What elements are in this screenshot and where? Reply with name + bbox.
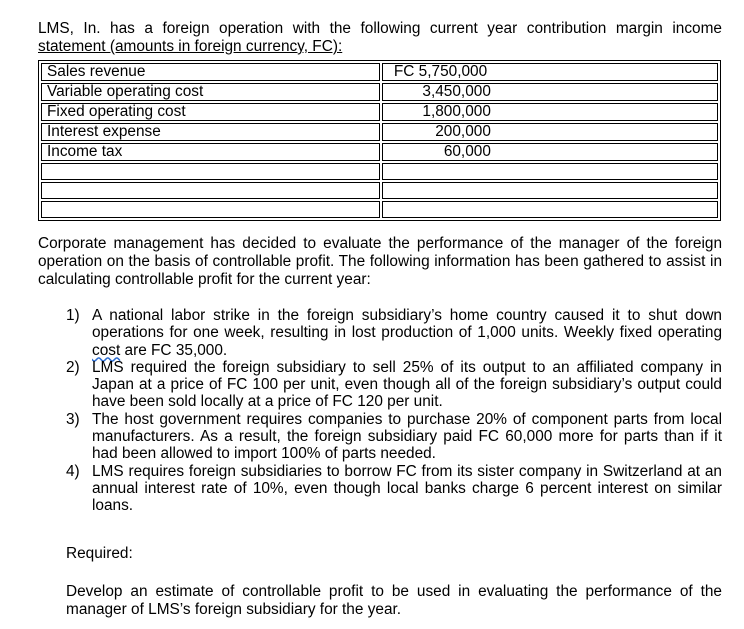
list-item-text-end: are FC 35,000. — [120, 341, 228, 359]
list-item — [66, 411, 722, 463]
list-item — [66, 359, 722, 411]
row-label: Variable operating cost — [41, 83, 380, 101]
blank-cell — [382, 201, 718, 218]
row-amount-cell — [382, 83, 718, 101]
row-amount-cell — [382, 143, 718, 161]
list-item — [66, 463, 722, 515]
spellcheck-underlined-word: cost — [92, 341, 121, 359]
table-row-blank — [41, 182, 718, 199]
table-row — [41, 103, 718, 121]
row-amount: 60,000 — [443, 143, 491, 160]
table-row — [41, 83, 718, 101]
blank-cell — [382, 163, 718, 180]
list-item-text: LMS requires foreign subsidiaries to borrow FC from its sister company in Switzerland at an annual interest rate of 10%, even though local banks charge 6 percent interest on similar loans. — [92, 462, 722, 515]
row-amount: 1,800,000 — [422, 103, 491, 120]
list-item-number: 2) — [66, 358, 80, 376]
income-statement-table — [38, 60, 721, 221]
table-row — [41, 143, 718, 161]
blank-cell — [382, 182, 718, 199]
table-row-blank — [41, 163, 718, 180]
table-row-blank — [41, 201, 718, 218]
row-amount-cell — [382, 63, 718, 81]
list-item-text: LMS required the foreign subsidiary to sell 25% of its output to an affiliated company in Japan at a price of FC 100 per unit, even though all of the foreign subsidiary’s output could have been sold locally at a price of FC 120 per unit. — [92, 358, 722, 411]
context-paragraph — [38, 235, 722, 289]
row-label: Fixed operating cost — [41, 103, 380, 121]
list-item-text: A national labor strike in the foreign subsidiary’s home country caused it to shut down operations for one week, resulting in lost production of 1,000 units. Weekly fixed operating — [92, 307, 722, 342]
intro-line-2 — [38, 38, 722, 56]
blank-cell — [41, 163, 380, 180]
row-amount-cell — [382, 103, 718, 121]
task-text: Develop an estimate of controllable profit to be used in evaluating the performance of the manager of LMS’s foreign subsidiary for the year. — [66, 583, 722, 618]
table-row — [41, 123, 718, 141]
list-item-number: 4) — [66, 462, 80, 480]
required-heading: Required: — [66, 545, 133, 562]
row-amount: 200,000 — [435, 123, 491, 140]
row-amount-cell — [382, 123, 718, 141]
list-item-text: The host government requires companies to purchase 20% of component parts from local manufacturers. As a result, the foreign subsidiary paid FC 60,000 more for parts than if it had been allowed to import 100% of parts needed. — [92, 410, 722, 463]
row-amount: FC 5,750,000 — [393, 63, 488, 80]
list-item — [66, 307, 722, 359]
blank-cell — [41, 201, 380, 218]
row-label: Income tax — [41, 143, 380, 161]
blank-cell — [41, 182, 380, 199]
row-label: Sales revenue — [41, 63, 380, 81]
table-row — [41, 63, 718, 81]
list-item-number: 3) — [66, 410, 80, 428]
numbered-list — [66, 307, 722, 515]
row-amount: 3,450,000 — [422, 83, 491, 100]
intro-line-1: LMS, In. has a foreign operation with the following current year contribution margin income — [38, 20, 722, 37]
intro-line-2-text: statement (amounts in foreign currency, FC): — [38, 38, 343, 55]
paragraph-text: Corporate management has decided to evaluate the performance of the manager of the foreign operation on the basis of controllable profit. The following information has been gathered to assist in calculating controllable profit for the current year: — [38, 235, 722, 288]
row-label: Interest expense — [41, 123, 380, 141]
list-item-number: 1) — [66, 307, 80, 324]
intro-text — [38, 20, 722, 56]
